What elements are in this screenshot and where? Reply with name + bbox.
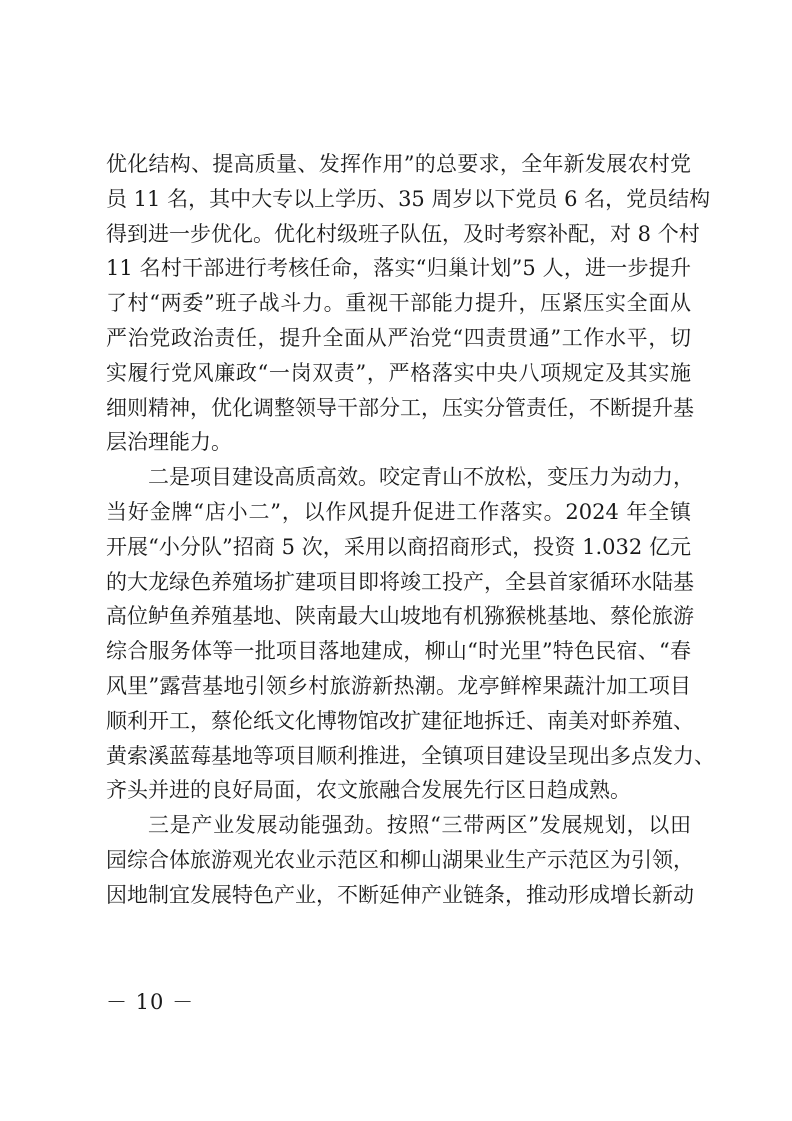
text-line: 三是产业发展动能强劲。按照“三带两区”发展规划，以田 <box>148 813 691 838</box>
text-line: 优化结构、提高质量、发挥作用”的总要求，全年新发展农村党 <box>106 152 691 176</box>
paragraph-industry-development <box>106 808 694 912</box>
text-line: 黄索溪蓝莓基地等项目顺利推进，全镇项目建设呈现出多点发力、 <box>106 743 715 768</box>
text-line: 园综合体旅游观光农业示范区和柳山湖果业生产示范区为引领， <box>106 847 694 872</box>
text-line: 齐头并进的良好局面，农文旅融合发展先行区日趋成熟。 <box>106 778 631 803</box>
text-line: 得到进一步优化。优化村级班子队伍，及时考察补配，对 8 个村 <box>106 221 700 246</box>
text-line: 细则精神，优化调整领导干部分工，压实分管责任，不断提升基 <box>106 395 694 420</box>
text-line: 高位鲈鱼养殖基地、陕南最大山坡地有机猕猴桃基地、蔡伦旅游 <box>106 604 694 629</box>
text-line: 当好金牌“店小二”，以作风提升促进工作落实。2024 年全镇 <box>106 499 691 524</box>
paragraph-party-building <box>106 147 711 460</box>
text-line: 开展“小分队”招商 5 次，采用以商招商形式，投资 1.032 亿元 <box>106 534 691 559</box>
text-line: 严治党政治责任，提升全面从严治党“四责贯通”工作水平，切 <box>106 325 691 350</box>
text-line: 实履行党风廉政“一岗双责”，严格落实中央八项规定及其实施 <box>106 360 691 385</box>
text-line: 综合服务体等一批项目落地建成，柳山“时光里”特色民宿、“春 <box>106 639 691 664</box>
text-line: 的大龙绿色养殖场扩建项目即将竣工投产，全县首家循环水陆基 <box>106 569 694 594</box>
text-line: 因地制宜发展特色产业，不断延伸产业链条，推动形成增长新动 <box>106 882 694 907</box>
page-number: － 10 － <box>106 990 195 1014</box>
text-line: 风里”露营基地引领乡村旅游新热潮。龙亭鲜榨果蔬汁加工项目 <box>106 673 691 698</box>
text-line: 11 名村干部进行考核任命，落实“归巢计划”5 人，进一步提升 <box>106 256 691 281</box>
text-line: 了村“两委”班子战斗力。重视干部能力提升，压紧压实全面从 <box>106 291 691 316</box>
text-line: 员 11 名，其中大专以上学历、35 周岁以下党员 6 名，党员结构 <box>106 186 711 211</box>
paragraph-project-construction <box>106 460 715 808</box>
text-line: 层治理能力。 <box>106 430 232 455</box>
text-line: 二是项目建设高质高效。咬定青山不放松，变压力为动力， <box>148 465 694 490</box>
document-body <box>106 147 715 913</box>
text-line: 顺利开工，蔡伦纸文化博物馆改扩建征地拆迁、南美对虾养殖、 <box>106 708 694 733</box>
